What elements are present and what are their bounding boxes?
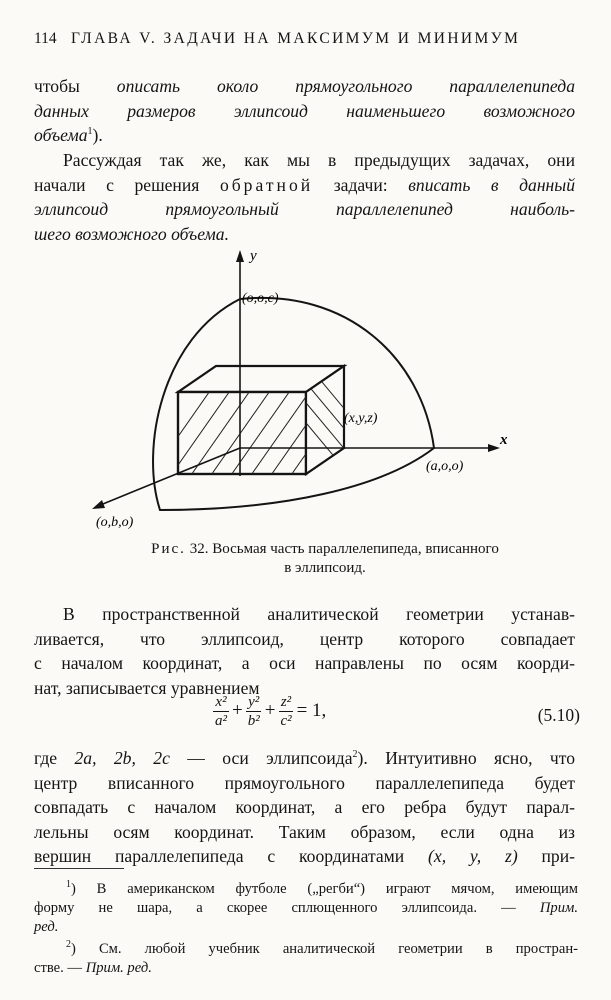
running-title: ГЛАВА V. ЗАДАЧИ НА МАКСИМУМ И МИНИМУМ [70,30,521,47]
fn2-line1: $^2$) См. любой учебник аналитической геометрии в простран- [66,939,578,957]
x-axis-arrow [488,444,500,452]
equation-rhs: = 1, [296,699,327,721]
page-number: 114 [34,30,57,47]
para2-line4: шего возможного объема. [34,223,229,244]
z-axis [98,448,240,506]
para1-line3: объема$^1$). [34,125,103,145]
para3-line2: ливается, что эллипсоид, центр которого совпадает [34,628,575,649]
box-front-face [178,392,306,474]
y-axis-arrow [236,250,244,262]
para4-line4: лельны осям координат. Таким образом, если одна из [34,821,575,842]
paragraph-3 [34,602,575,700]
fraction-z: $\frac{\text{z²}}{\text{c²}}$ [280,694,292,729]
fn2-line2: стве. — Прим. ред. [34,960,152,976]
running-header [34,30,579,48]
paragraph-1 [34,74,575,148]
para3-line4: нат, записывается уравнением [34,677,260,698]
fn1-line2: форму не шара, а скорее сплющенного эллипсоида. — Прим. [34,900,578,916]
point-top-label: (o,o,c) [242,291,279,306]
footnote-rule [34,868,124,869]
para1-line2: данных размеров эллипсоид наименьшего возможного [34,100,575,121]
point-bottom-label: (o,b,o) [96,515,134,530]
caption-line2: в эллипсоид. [284,560,366,576]
point-right-label: (a,o,o) [426,459,464,474]
footnote-1 [34,880,578,937]
fn1-line1: $^1$) В американском футболе („регби“) играют мячом, имеющим [66,879,578,897]
fraction-x: $\frac{\text{x²}}{\text{a²}}$ [215,694,227,729]
equation-number: (5.10) [537,705,580,725]
para4-line3: совпадать с началом координат, а его ребра будут парал- [34,797,575,817]
footnote-2 [34,940,578,978]
para1-line1: чтобы описать около прямоугольного параллелепипеда [34,76,576,96]
figure-caption [90,540,560,578]
z-axis-arrow [92,500,105,509]
paragraph-4 [34,746,575,869]
y-axis-label: y [250,248,257,264]
para2-line2: начали с решения обратной задачи: вписать в данный [34,174,575,195]
caption-line1: Рис. 32. Восьмая часть параллелепипеда, вписанного [151,541,499,557]
fn1-line3: ред. [34,919,59,935]
para2-line1: Рассуждая так же, как мы в предыдущих задачах, они [63,150,575,170]
para4-line2: центр вписанного прямоугольного параллелепипеда будет [34,772,575,793]
para3-line1: В пространственной аналитической геометрии устанав- [63,604,575,624]
point-vertex-label: (x,y,z) [344,411,378,426]
x-axis-label: x [500,432,508,448]
para4-line1: где 2a, 2b, 2c — оси эллипсоида$^2$). Интуитивно ясно, что [34,748,576,768]
para2-line3: эллипсоид прямоугольный параллелепипед наиболь- [34,199,575,219]
para4-line5: вершин параллелепипеда с координатами (x, y, z) при- [34,846,575,866]
para3-line3: с началом координат, а оси направлены по осям коорди- [34,653,575,673]
paragraph-2 [34,148,575,246]
equation-5-10: $\frac{\text{x²}}{\text{a²}}$ + $\frac{\text{y²}}{\text{b²}}$ + $\frac{\text{z²}}{\text{c²}}$ = 1, (5.10) [215,694,580,729]
fraction-y: $\frac{\text{y²}}{\text{b²}}$ [247,694,260,729]
ellipsoid-figure [82,248,522,533]
